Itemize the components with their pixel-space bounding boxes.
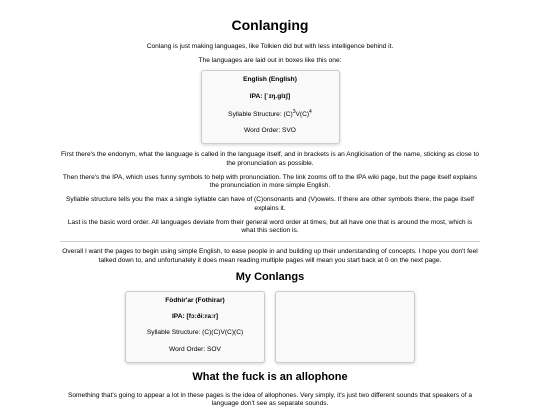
- intro-text: Conlang is just making languages, like Tolkien did but with less intelligence behind it.: [146, 43, 394, 50]
- my-conlangs-heading: My Conlangs: [235, 270, 305, 283]
- conlang-grid: [0, 291, 540, 363]
- intro-boxes-text: The languages are laid out in boxes like this one:: [198, 57, 342, 65]
- example-language-box: [201, 70, 340, 144]
- example-language-name: English (English): [243, 76, 297, 84]
- conlang-card-empty: [275, 291, 415, 363]
- conlang-word-order: Word Order: SOV: [169, 345, 221, 353]
- conlang-ipa-link[interactable]: [fɔ:ði:ra:r]: [186, 313, 219, 321]
- endonym-explanation: First there's the endonym, what the language is called in the language itself, and in brackets is an Anglicisation of the name, sticking as close to the pronunciation as possible.: [60, 151, 479, 167]
- allophone-text: Something that's going to appear a lot in these pages is the idea of allophones. Very simply, it's just two different sounds that speakers of a language don't see as separate sounds.: [67, 391, 472, 408]
- example-ipa-label: IPA:: [249, 92, 263, 100]
- section-divider: [60, 241, 480, 242]
- example-syllable-prefix: (C): [283, 111, 293, 119]
- example-ipa[interactable]: [202, 93, 339, 101]
- example-syllable-mid: V(C): [295, 111, 310, 119]
- example-syllable-sup2: 4: [309, 108, 312, 115]
- conlang-syllable-structure: Syllable Structure: (C)(C)V(C)(C): [146, 329, 244, 337]
- example-syllable-label: Syllable Structure:: [228, 111, 282, 119]
- example-ipa-link[interactable]: [ˈɪŋ.ɡlɪʃ]: [264, 92, 291, 100]
- conlang-ipa[interactable]: [126, 313, 264, 321]
- example-syllable-sup1: 3: [292, 108, 296, 115]
- overall-text: Overall I want the pages to begin using simple English, to ease people in and building up their understanding of concepts. I hope you don't feel talked down to, and unfortunately it does mean reading multiple pages will mean you start back at 0 on the next page.: [62, 248, 478, 264]
- ipa-explanation: Then there's the IPA, which uses funny symbols to help with pronunciation. The link zooms off to the IPA wiki page, but the page itself explains the pronunciation in more simple English.: [62, 173, 478, 190]
- example-syllable-structure: [202, 109, 339, 119]
- allophone-heading: What the fuck is an allophone: [192, 370, 348, 383]
- page-title: Conlanging: [231, 17, 309, 33]
- conlang-name[interactable]: Fòdhir'ar (Fothirar): [165, 296, 225, 304]
- example-word-order: Word Order: SVO: [244, 127, 296, 135]
- word-order-explanation: Last is the basic word order. All languages deviate from their general word order at times, but all have one that is around the most, which is what this section is.: [67, 218, 473, 235]
- syllable-explanation: Syllable structure tells you the max a single syllable can have of (C)onsonants and (V)owels. If there are other symbols there, the page itself explains it.: [66, 196, 474, 212]
- conlang-ipa-label: IPA:: [171, 313, 185, 321]
- conlang-card-fothirar[interactable]: [125, 291, 265, 363]
